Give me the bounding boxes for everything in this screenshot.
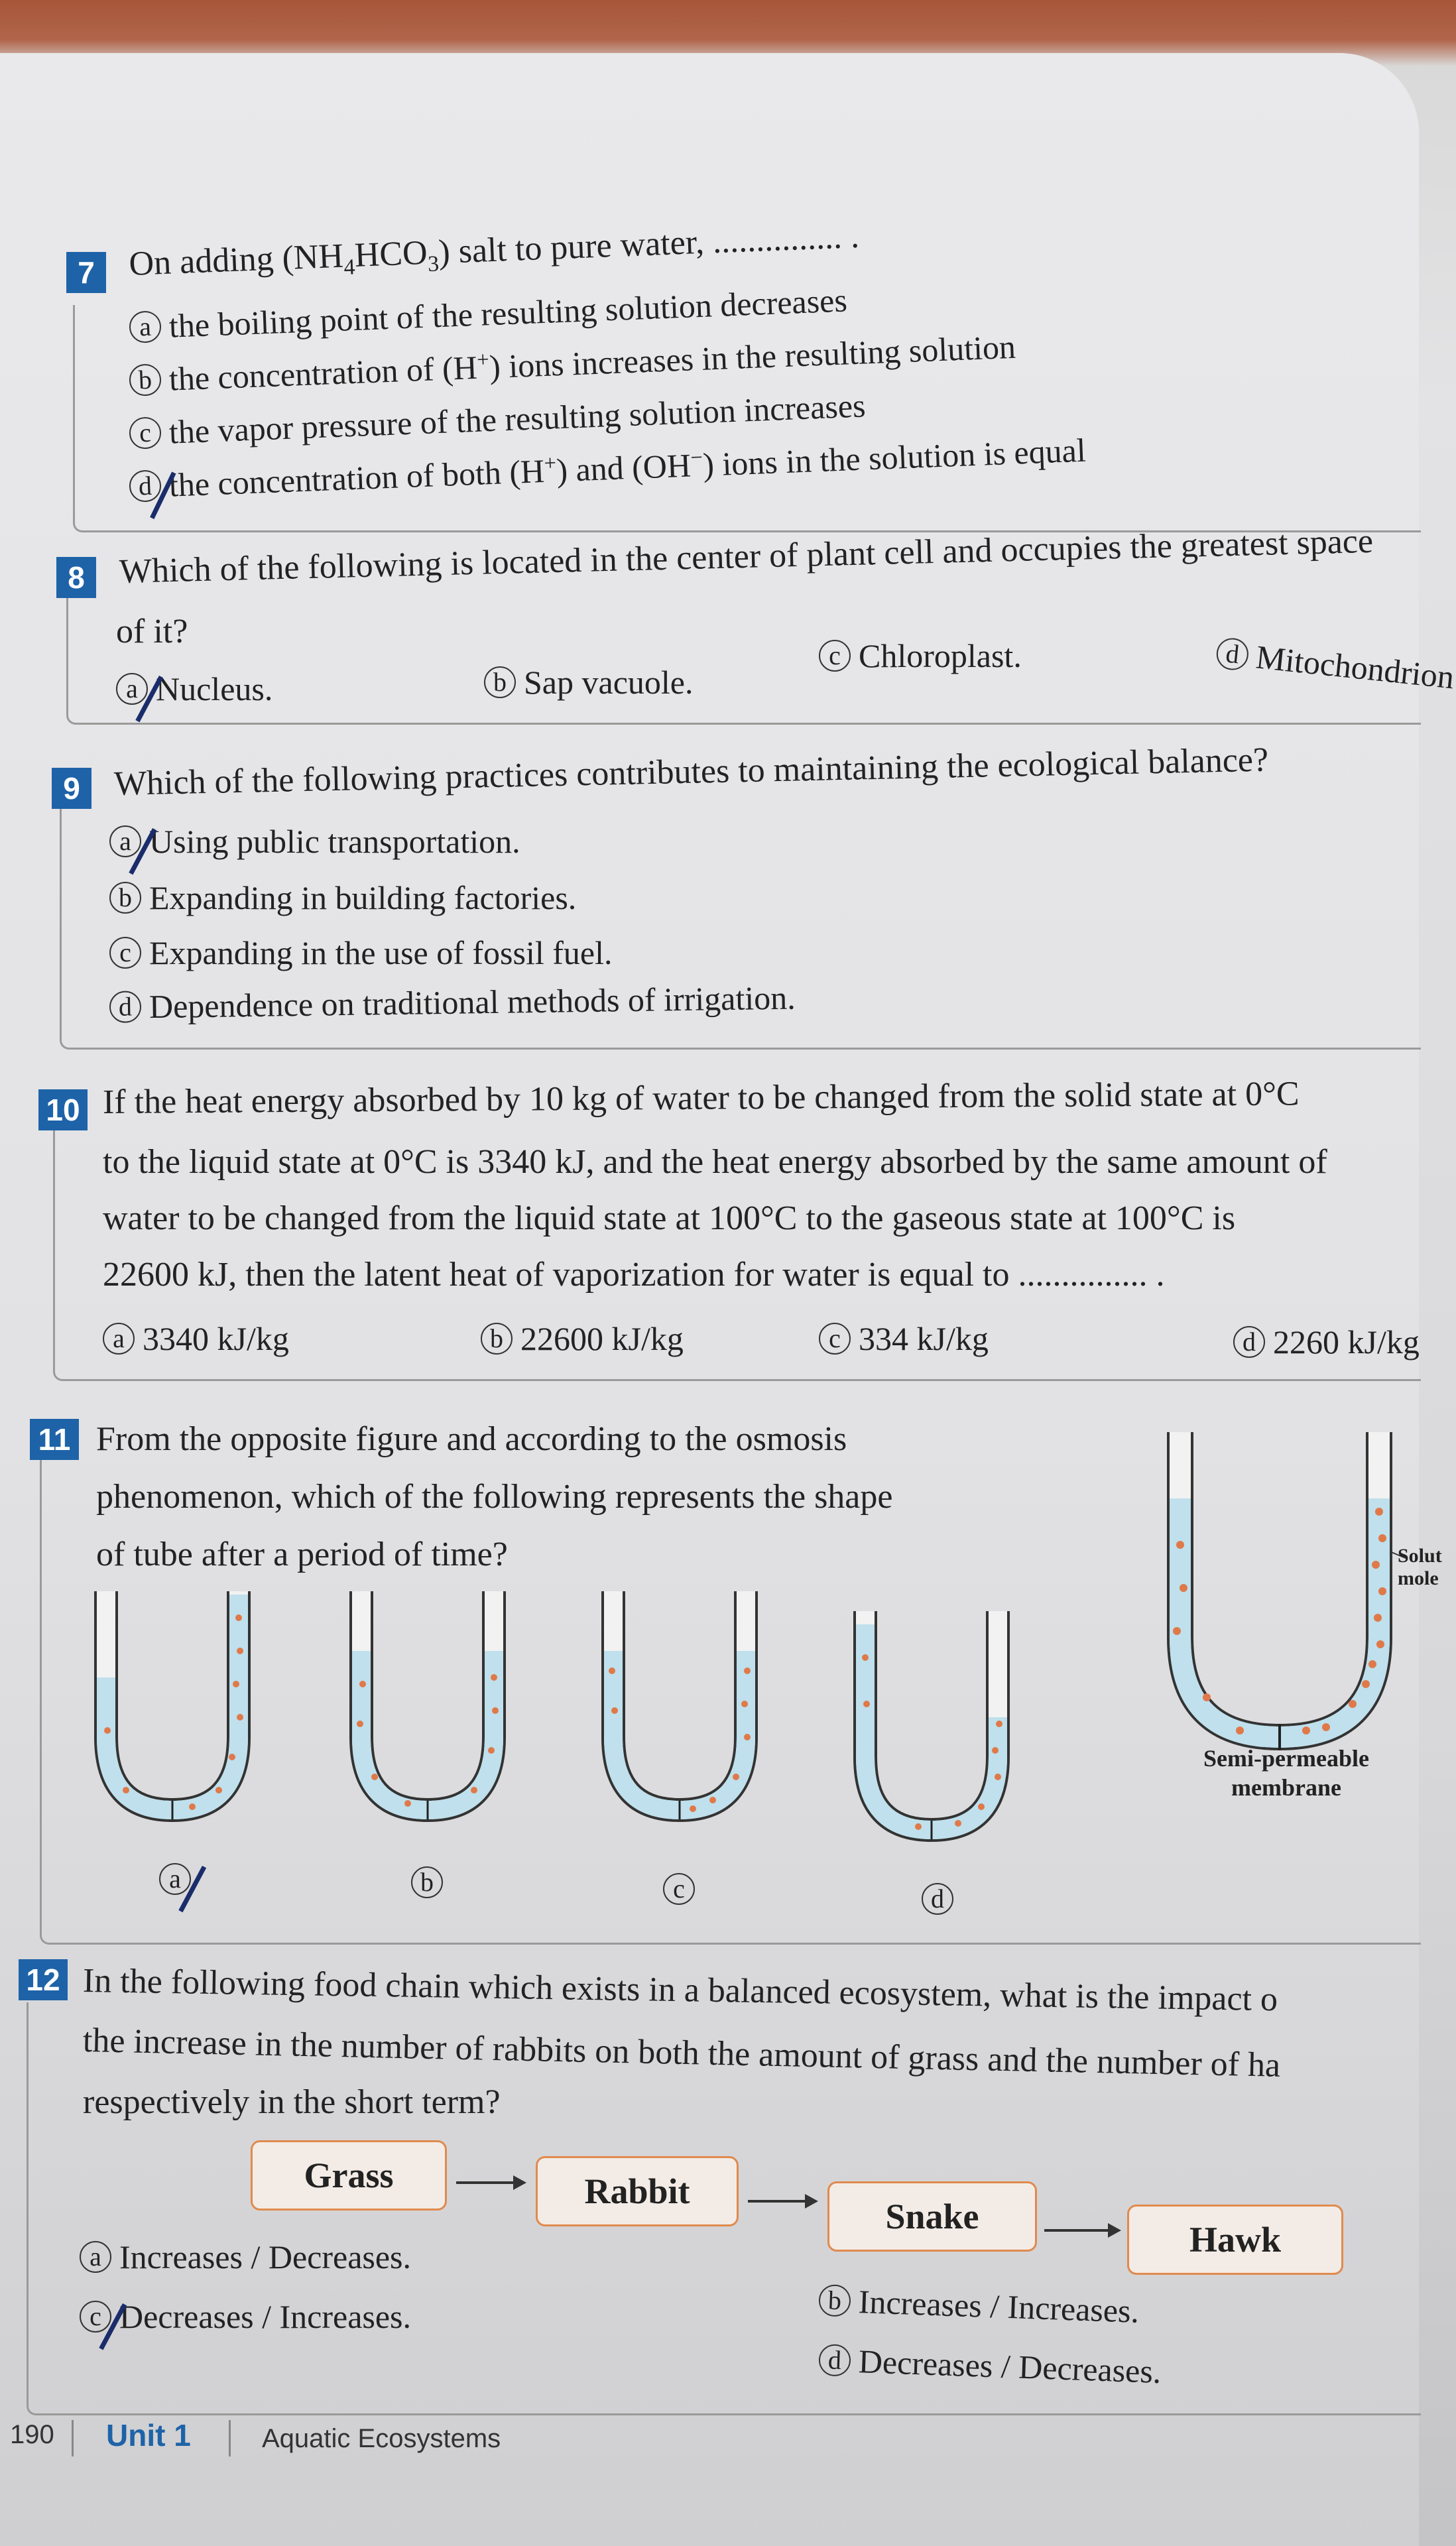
answer-tick-icon: a: [109, 825, 141, 857]
question-9-option-c[interactable]: c Expanding in the use of fossil fuel.: [109, 934, 613, 972]
question-12-line2: the increase in the number of rabbits on both the amount of grass and the number of ha: [82, 2022, 1281, 2085]
option-b-tube: [357, 1591, 499, 1819]
question-8-option-b[interactable]: b Sap vacuole.: [484, 663, 693, 701]
question-8-option-a[interactable]: a Nucleus.: [116, 670, 273, 708]
question-10-line3: water to be changed from the liquid state at 100°C to the gaseous state at 100°C is: [103, 1199, 1236, 1237]
question-10-line1: If the heat energy absorbed by 10 kg of water to be changed from the solid state at 0°C: [102, 1075, 1300, 1121]
question-10-option-b[interactable]: b 22600 kJ/kg: [481, 1319, 684, 1358]
question-10-line2: to the liquid state at 0°C is 3340 kJ, and the heat energy absorbed by the same amount of: [103, 1143, 1327, 1181]
question-12-line3: respectively in the short term?: [83, 2083, 501, 2121]
question-12-number: 12: [19, 1959, 68, 2000]
footer-unit: Unit 1: [106, 2418, 191, 2453]
question-12-option-d[interactable]: d Decreases / Decreases.: [818, 2340, 1162, 2391]
option-d-tube: [862, 1611, 1002, 1839]
question-10-option-c[interactable]: c 334 kJ/kg: [819, 1319, 989, 1358]
footer-title: Aquatic Ecosystems: [262, 2424, 501, 2453]
question-10-option-a[interactable]: a 3340 kJ/kg: [103, 1319, 289, 1358]
question-11-option-b[interactable]: b: [411, 1866, 443, 1898]
arrow-icon: [456, 2181, 522, 2184]
option-a-tube: [104, 1591, 243, 1819]
question-11-option-d[interactable]: d: [922, 1883, 953, 1915]
question-12-option-a[interactable]: a Increases / Decreases.: [80, 2238, 411, 2276]
chain-hawk: Hawk: [1127, 2205, 1343, 2275]
question-9-option-b[interactable]: b Expanding in building factories.: [109, 879, 576, 917]
question-11-option-c[interactable]: c: [663, 1873, 695, 1905]
option-c-tube: [609, 1591, 751, 1819]
chain-rabbit: Rabbit: [536, 2156, 739, 2226]
question-11-number: 11: [30, 1419, 79, 1460]
question-11-line3: of tube after a period of time?: [96, 1536, 508, 1573]
question-11-line1: From the opposite figure and according to the osmosis: [96, 1420, 847, 1458]
answer-tick-icon: a: [159, 1863, 191, 1895]
question-7-option-a[interactable]: a the boiling point of the resulting solution decreases: [129, 280, 848, 347]
membrane-label: Semi-permeable membrane: [1203, 1745, 1369, 1801]
question-8-number: 8: [56, 557, 96, 598]
question-9-number: 9: [52, 768, 91, 809]
question-7-option-c[interactable]: c the vapor pressure of the resulting solution increases: [129, 386, 867, 453]
question-9-stem: Which of the following practices contributes to maintaining the ecological balance?: [113, 741, 1269, 803]
osmosis-options-figures: [86, 1578, 1081, 1870]
question-7-number: 7: [66, 252, 106, 293]
page-number: 190: [10, 2420, 54, 2449]
question-10-line4: 22600 kJ, then the latent heat of vaporization for water is equal to ............... .: [103, 1256, 1165, 1294]
question-10-number: 10: [38, 1089, 88, 1130]
question-11-line2: phenomenon, which of the following represents the shape: [96, 1478, 893, 1516]
question-12-option-b[interactable]: b Increases / Increases.: [818, 2281, 1140, 2331]
question-7-option-d[interactable]: d the concentration of both (H+) and (OH−) ions in the solution is equal: [129, 431, 1087, 506]
question-7-option-b[interactable]: b the concentration of (H+) ions increases in the resulting solution: [129, 328, 1016, 400]
arrow-icon: [748, 2200, 814, 2203]
answer-tick-icon: a: [116, 673, 148, 705]
solute-label: Solut mole: [1398, 1545, 1442, 1589]
chain-grass: Grass: [251, 2140, 447, 2211]
question-10-option-d[interactable]: d 2260 kJ/kg: [1233, 1323, 1420, 1361]
answer-tick-icon: c: [80, 2301, 111, 2333]
question-8-stem-line2: of it?: [116, 613, 188, 650]
question-9-option-d[interactable]: d Dependence on traditional methods of irrigation.: [109, 979, 796, 1026]
footer-divider: [72, 2420, 74, 2456]
arrow-icon: [1044, 2229, 1117, 2232]
question-12-option-c[interactable]: c Decreases / Increases.: [80, 2297, 411, 2336]
footer-divider: [229, 2420, 231, 2456]
question-7-stem: On adding $(NH_4HCO_3)$ salt to pure water, ............... .: [128, 217, 860, 283]
question-9-option-a[interactable]: a Using public transportation.: [109, 822, 520, 861]
chain-snake: Snake: [827, 2181, 1037, 2252]
question-11-option-a[interactable]: [159, 1863, 191, 1895]
answer-tick-icon: d: [129, 469, 162, 503]
question-8-option-d[interactable]: d Mitochondrion: [1215, 633, 1456, 696]
question-8-option-c[interactable]: c Chloroplast.: [819, 636, 1022, 675]
question-8-stem-line1: Which of the following is located in the center of plant cell and occupies the greatest space: [119, 522, 1374, 591]
question-12-line1: In the following food chain which exists in a balanced ecosystem, what is the impact o: [82, 1962, 1278, 2019]
